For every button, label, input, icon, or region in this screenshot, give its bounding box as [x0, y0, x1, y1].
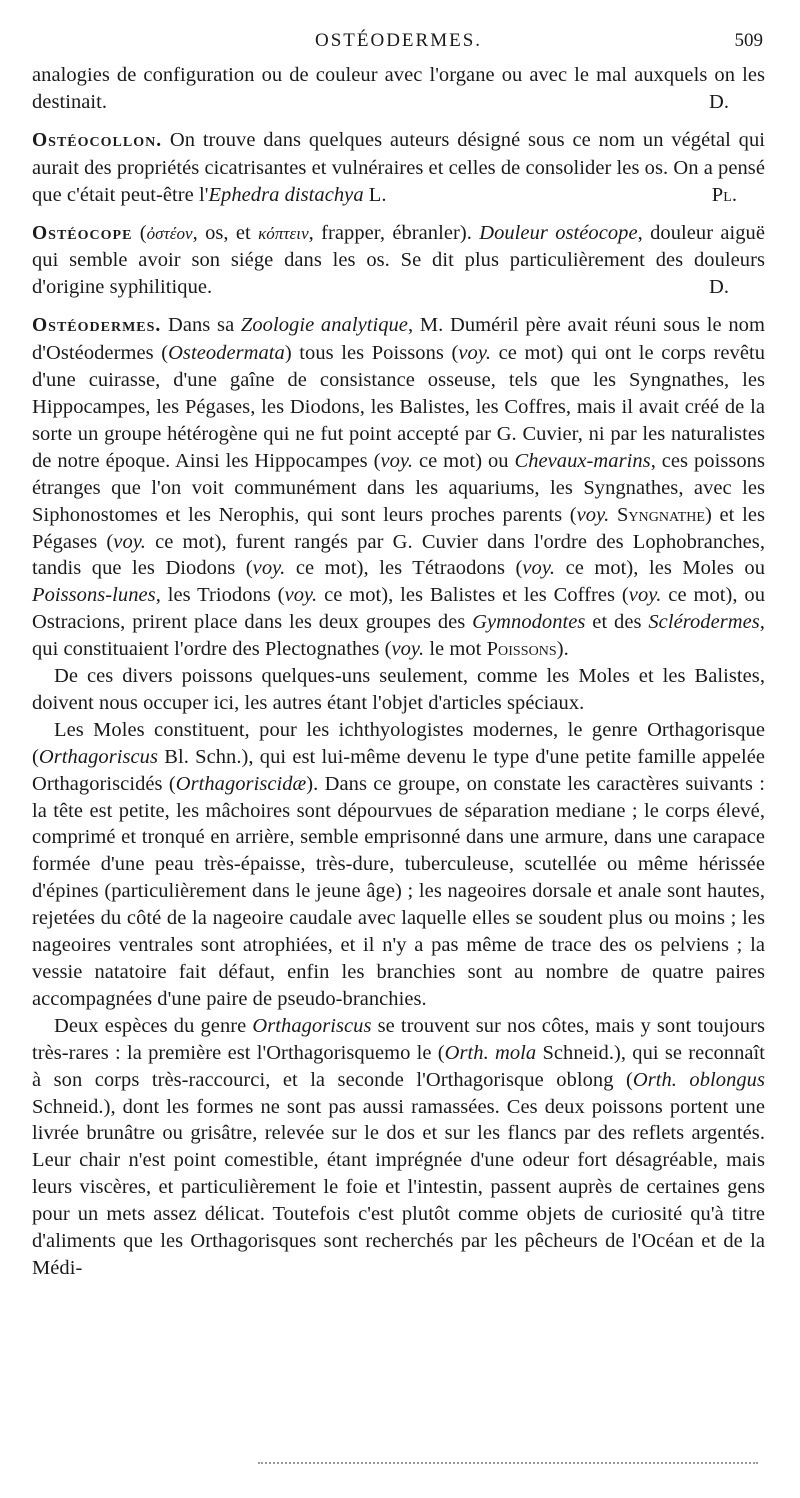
text: ce mot), furent rangés par G. Cuvier dans l'ordre des Lophobranches, tandis que les Diodons (: [32, 530, 765, 580]
paragraph-3: [32, 717, 765, 1013]
page: [32, 26, 765, 1282]
text: et des: [585, 611, 649, 634]
italic-text: voy.: [458, 342, 492, 365]
italic-text: Orthagoriscidæ: [175, 772, 307, 795]
text: , les Triodons (: [155, 584, 285, 607]
text: Bl. Schn.), qui est lui-même devenu le type d'une petite famille appelée Orthagoriscidés (: [32, 745, 765, 795]
signature-osteocollon: Pl.: [711, 183, 737, 206]
italic-text: Gymnodontes: [472, 611, 586, 634]
text: se trouvent sur nos côtes, mais y sont toujours très-rares : la première est l'Orthagorisquemo le (: [32, 1014, 765, 1064]
entry-osteodermes: [32, 312, 765, 663]
italic-text: Osteodermata: [168, 342, 285, 365]
italic-text: Poissons-lunes: [32, 584, 156, 607]
text: [609, 504, 617, 526]
headword-osteocollon: Ostéocollon.: [32, 129, 163, 151]
italic-text: Orth. oblongus: [632, 1068, 765, 1091]
small-caps-text: Poissons: [486, 638, 557, 661]
text: ) et les Pégases (: [32, 503, 765, 553]
continued-paragraph: [32, 62, 765, 116]
headword-osteodermes: Ostéodermes.: [32, 315, 162, 337]
footer-rule: [258, 1462, 758, 1466]
paragraph-2: De ces divers poissons quelques-uns seulement, comme les Moles et les Balistes, doivent nous occuper ici, les autres étant l'objet d'articles spéciaux.: [32, 665, 765, 714]
text: , qui constituaient l'ordre des Plectognathes (: [32, 611, 765, 661]
italic-text: voy.: [380, 449, 414, 472]
text: Schneid.), qui se reconnaît à son corps très-raccourci, et la seconde l'Orthagorisque oblong (: [32, 1041, 766, 1091]
text: ce mot) ou: [413, 449, 515, 472]
text: Les Moles constituent, pour les ichthyologistes modernes, le genre Orthagorisque (: [32, 718, 765, 768]
text: Dans sa: [161, 314, 241, 337]
italic-text: Ephedra distachya: [208, 183, 364, 206]
italic-text: voy.: [252, 557, 286, 580]
italic-text: Zoologie analytique: [240, 314, 408, 337]
headword-osteocope: Ostéocope: [32, 222, 133, 244]
text: Schneid.), dont les formes ne sont pas aussi ramassées. Ces deux poissons portent une livrée brunâtre ou grisâtre, relevée sur le dos et sur les flancs par des reflets argentés. Leur chair n'est point comestible, étant imprégnée d'une odeur fort désagréable, mais leurs viscères, et particulièrement le foie et l'intestin, passent auprès de certaines gens pour un mets assez délicat. Toutefois c'est plutôt comme objets de curiosité qu'à titre d'aliments que les Orthagorisques sont recherchés par les pêcheurs de l'Océan et de la Médi-: [32, 1095, 765, 1279]
italic-text: Orthagoriscus: [252, 1014, 372, 1037]
text: ce mot) qui ont le corps revêtu d'une cuirasse, d'une gaîne de consistance osseuse, tels que les Syngnathes, les Hippocampes, les Pégases, les Diodons, les Balistes, les Coffres, mais il avait créé de la sorte un groupe hétérogène qui ne fut point accepté par G. Cuvier, ni par les naturalistes de notre époque. Ainsi les Hippocampes (: [32, 342, 766, 472]
italic-text: voy.: [391, 638, 425, 661]
italic-text: voy.: [113, 530, 146, 553]
text: , M. Duméril père avait réuni sous le nom d'Ostéodermes (: [32, 314, 765, 365]
greek-word: κόπτειν: [258, 223, 309, 243]
italic-text: Orthagoriscus: [38, 745, 158, 768]
italic-text: voy.: [522, 557, 556, 580]
text: ). Dans ce groupe, on constate les caractères suivants : la tête est petite, les mâchoires sont dépourvues de séparation mediane ; le corps élevé, comprimé et tronqué en arrière, semble emprisonné dans une armure, dans une carapace formée d'une peau très-épaisse, très-dure, tuberculeuse, scutellée ou même hérissée d'épines (particulièrement dans le jeune âge) ; les nageoires dorsale et anale sont hautes, rejetées du côté de la nageoire caudale avec laquelle elles se soudent plus ou moins ; les nageoires ventrales sont atrophiées, et il n'y a pas même de trace des os pelviens ; la vessie natatoire fait défaut, enfin les branchies sont au nombre de quatre paires accompagnées d'une paire de pseudo-branchies.: [32, 772, 765, 1010]
text: ce mot), ou Ostracions, prirent place dans les deux groupes des: [32, 584, 765, 634]
italic-text: voy.: [576, 503, 610, 526]
text: ce mot), les Balistes et les Coffres (: [317, 584, 629, 607]
italic-text: Sclérodermes: [648, 611, 760, 634]
text: L.: [363, 183, 387, 206]
small-caps-text: Syngnathe: [616, 503, 706, 526]
continued-text: analogies de configuration ou de couleur avec l'organe ou avec le mal auxquels on les destinait.: [32, 64, 765, 113]
entry-osteocope: [32, 220, 765, 302]
text: , douleur aiguë qui semble avoir son siége dans les os. Se dit plus particulièrement des douleurs d'origine syphilitique.: [32, 221, 766, 299]
text: ce mot), les Tétraodons (: [285, 557, 523, 580]
entry-osteocollon: [32, 127, 765, 209]
paragraph-4: [32, 1013, 765, 1282]
text: ce mot), les Moles ou: [555, 557, 766, 580]
italic-text: Chevaux-marins: [514, 449, 651, 472]
text: ).: [556, 638, 569, 661]
italic-text: voy.: [628, 584, 662, 607]
text: le mot: [424, 638, 487, 661]
text: , os, et: [192, 221, 259, 244]
text: , frapper, ébranler).: [308, 221, 480, 244]
running-title: OSTÉODERMES.: [314, 30, 483, 51]
text: On trouve dans quelques auteurs désigné sous ce nom un végétal qui aurait des propriétés cicatrisantes et vulnéraires et celles de consolider les os. On a pensé que c'était peut-être l': [32, 128, 765, 206]
text: (: [132, 221, 147, 244]
text: Deux espèces du genre: [54, 1014, 253, 1037]
italic-text: Orth. mola: [444, 1041, 537, 1064]
continued-signature: D.: [708, 90, 729, 113]
text: , ces poissons étranges que l'on voit communément dans les aquariums, les Syngnathes, avec les Siphonostomes et les Nerophis, qui sont leurs proches parents (: [32, 449, 765, 526]
text: ) tous les Poissons (: [284, 342, 459, 365]
greek-word: ὀστέον: [146, 223, 193, 243]
italic-text: voy.: [284, 584, 318, 607]
running-head: [32, 26, 765, 62]
page-number: 509: [734, 30, 763, 51]
italic-text: Douleur ostéocope: [479, 221, 638, 244]
signature-osteocope: D.: [708, 276, 729, 299]
